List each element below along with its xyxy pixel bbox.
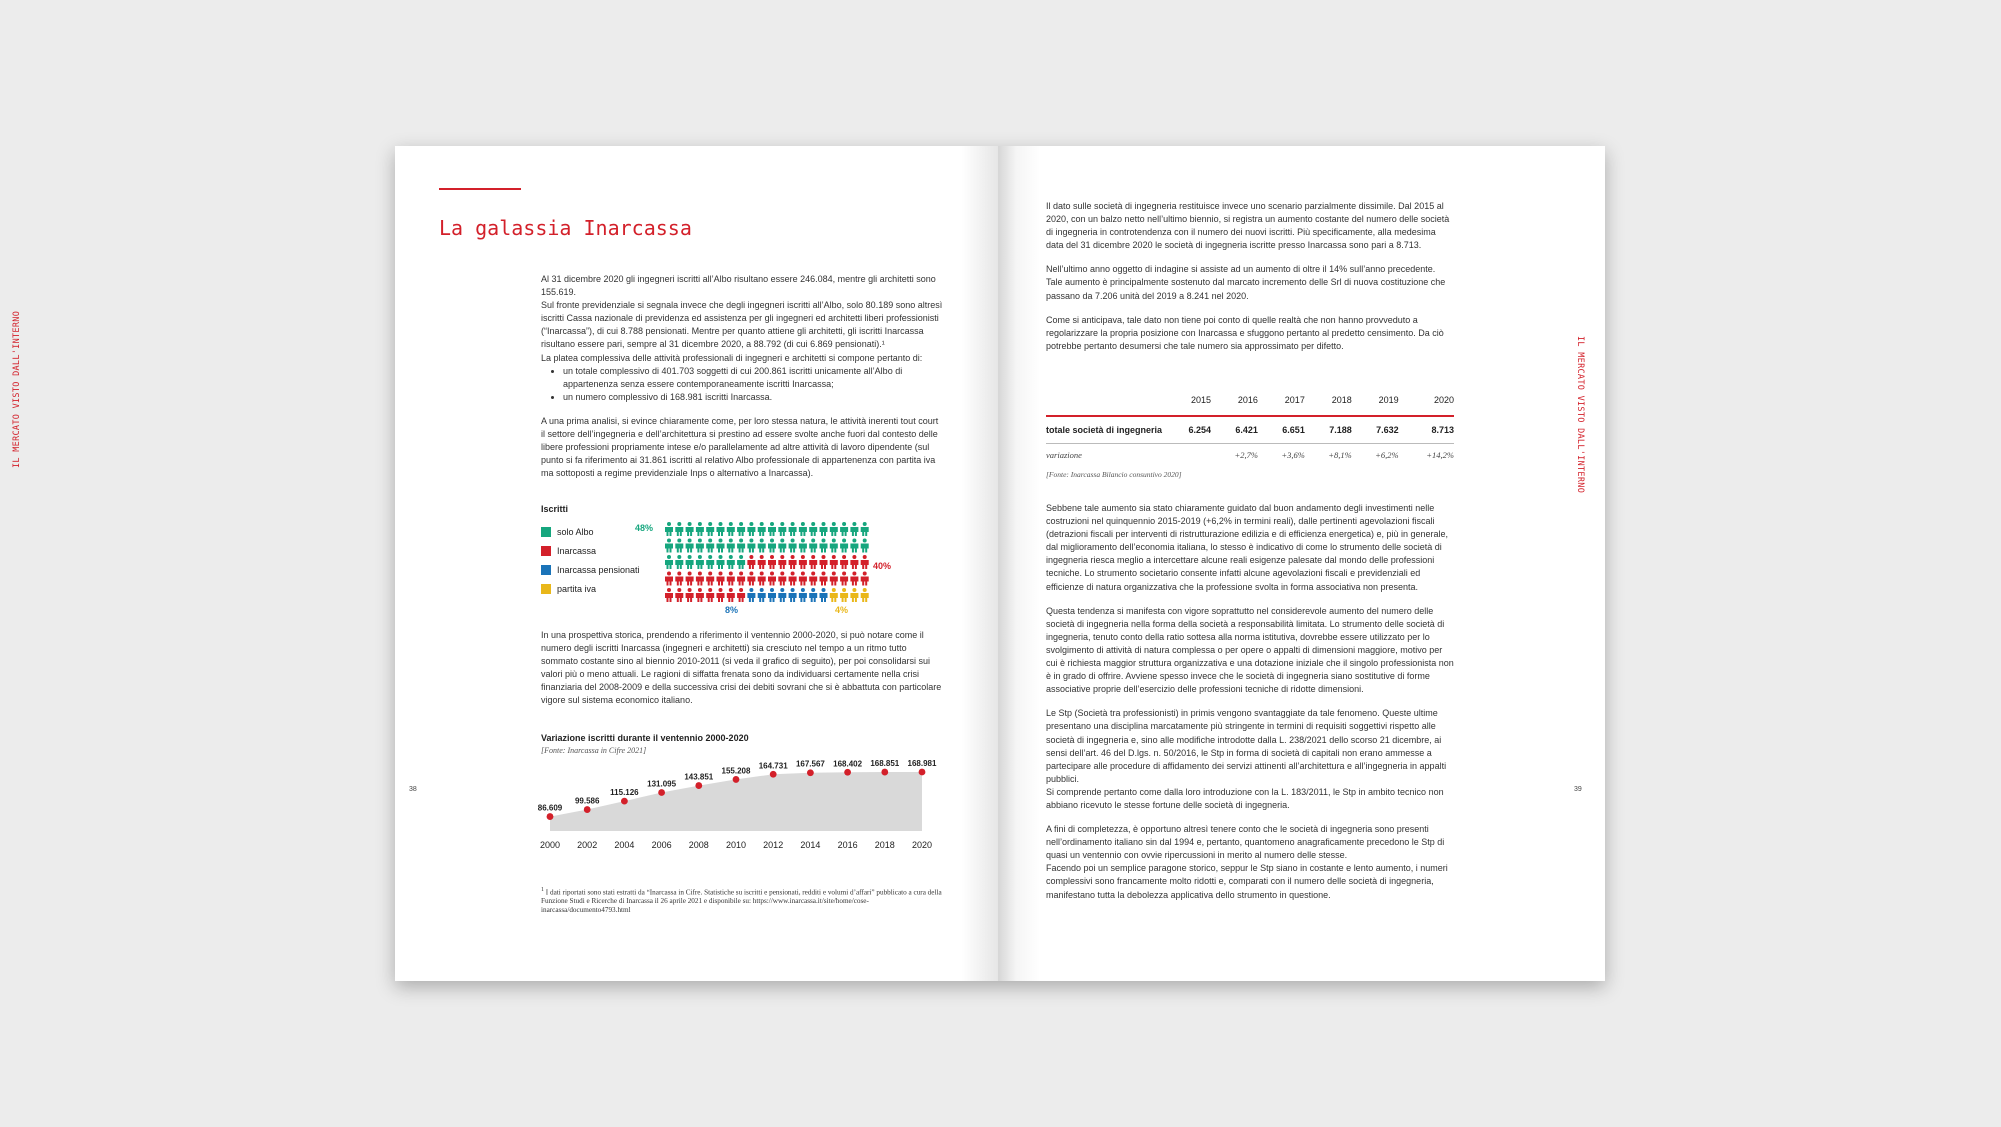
person-icon xyxy=(820,572,828,586)
left-page xyxy=(395,146,998,981)
person-icon xyxy=(686,588,694,602)
person-icon xyxy=(768,555,776,569)
person-icon xyxy=(799,572,807,586)
person-icon xyxy=(840,555,848,569)
intro-paragraph-1: Al 31 dicembre 2020 gli ingegneri iscritti all’Albo risultano essere 246.084, mentre gli architetti sono 155.619. xyxy=(541,274,936,298)
legend-label: Inarcassa pensionati xyxy=(557,564,640,575)
person-icon xyxy=(799,539,807,553)
person-icon xyxy=(706,555,714,569)
person-icon xyxy=(758,522,766,536)
footnote xyxy=(541,886,943,915)
person-icon xyxy=(799,555,807,569)
societa-table xyxy=(1046,393,1454,466)
person-icon xyxy=(778,588,786,602)
person-icon xyxy=(830,522,838,536)
intro-bullets xyxy=(541,365,943,404)
person-icon xyxy=(737,555,745,569)
person-icon xyxy=(778,572,786,586)
x-tick-label: 2012 xyxy=(763,840,784,850)
person-icon xyxy=(809,539,817,553)
person-icon xyxy=(758,539,766,553)
x-tick-label: 2016 xyxy=(837,840,858,850)
right-text-top xyxy=(1046,200,1454,364)
table-cell: 8.713 xyxy=(1399,416,1454,444)
person-icon xyxy=(820,588,828,602)
paragraph-analysis: A una prima analisi, si evince chiaramente come, per loro stessa natura, le attività inerenti tout court il settore dell’ingegneria e dell’architettura si prestino ad essere svolte anche fuori dal contesto delle libere professioni propriamente intese e/o parallelamente ad altre attività di lavoro dipendente (sul punto si fa riferimento ai 31.861 iscritti al relativo Albo professionale di appartenenza con partita iva ma sottoposti a regime previdenziale Inps o alternativo a Inarcassa). xyxy=(541,415,939,479)
paragraph-aumento: Nell’ultimo anno oggetto di indagine si assiste ad un aumento di oltre il 14% sull’anno precedente. Tale aumento è principalmente sostenuto dal marcato incremento delle Srl di nuova costituzione che passano da 7.206 unità del 2019 a 8.241 nel 2020. xyxy=(1046,264,1446,301)
person-icon xyxy=(747,522,755,536)
table-cell: 7.632 xyxy=(1352,416,1399,444)
footnote-text: I dati riportati sono stati estratti da “Inarcassa in Cifre. Statistiche su iscritti e pensionati, redditi e volumi d’affari” pubblicato a cura della Funzione Studi e Ricerche di Inarcassa il 26 aprile 2021 e disponibile su: https://www.inarcassa.it/site/home/cose-inarcassa/documento4793.html xyxy=(541,888,942,915)
chart-source: [Fonte: Inarcassa in Cifre 2021] xyxy=(541,746,647,755)
person-icon xyxy=(830,555,838,569)
person-icon xyxy=(840,588,848,602)
table-cell: +3,6% xyxy=(1281,450,1305,460)
history-text xyxy=(541,629,943,719)
person-icon xyxy=(850,522,858,536)
person-icon xyxy=(686,555,694,569)
paragraph-anticipava: Come si anticipava, tale dato non tiene poi conto di quelle realtà che non hanno provveduto a regolarizzare la propria posizione con Inarcassa e sfuggono pertanto al predetto censimento. Da ciò potrebbe pertanto desumersi che tale numero sia approssimato per difetto. xyxy=(1046,314,1444,351)
data-point xyxy=(807,769,814,776)
data-point xyxy=(584,806,591,813)
person-icon xyxy=(789,572,797,586)
side-label-left: IL MERCATO VISTO DALL'INTERNO xyxy=(12,310,22,468)
side-label-right: IL MERCATO VISTO DALL'INTERNO xyxy=(1575,336,1585,494)
person-icon xyxy=(675,539,683,553)
data-point xyxy=(547,813,554,820)
legend-item-pensionati xyxy=(541,560,640,579)
person-icon xyxy=(696,522,704,536)
person-icon xyxy=(758,555,766,569)
person-icon xyxy=(789,522,797,536)
legend-label: Inarcassa xyxy=(557,545,597,556)
person-icon xyxy=(675,572,683,586)
data-label: 143.851 xyxy=(684,772,714,782)
person-icon xyxy=(665,555,673,569)
chapter-title: La galassia Inarcassa xyxy=(439,216,692,240)
person-icon xyxy=(706,522,714,536)
year-header: 2017 xyxy=(1258,393,1305,416)
person-icon xyxy=(717,555,725,569)
data-point xyxy=(881,769,888,776)
legend-label: partita iva xyxy=(557,583,597,594)
data-point xyxy=(733,776,740,783)
person-icon xyxy=(789,588,797,602)
table-header-empty xyxy=(1046,393,1166,416)
iscritti-title: Iscritti xyxy=(541,504,569,514)
person-icon xyxy=(809,555,817,569)
pct-label-solo-albo: 48% xyxy=(635,523,654,533)
person-icon xyxy=(675,588,683,602)
person-icon xyxy=(799,588,807,602)
x-tick-label: 2002 xyxy=(577,840,598,850)
pct-label-pensionati: 8% xyxy=(725,605,739,615)
legend-swatch xyxy=(541,527,551,537)
footnote-mark: 1 xyxy=(541,887,544,893)
person-icon xyxy=(717,588,725,602)
person-icon xyxy=(696,588,704,602)
data-point xyxy=(770,771,777,778)
intro-paragraph-2: Sul fronte previdenziale si segnala invece che degli ingegneri iscritti all’Albo, solo 80.189 sono altresì iscritti Cassa nazionale di previdenza ed assistenza per gli ingegneri ed architetti liberi professionisti (“Inarcassa”), di cui 8.788 pensionati. Mentre per quanto attiene gli architetti, gli iscritti Inarcassa risultano essere pari, sempre al 31 dicembre 2020, a 88.792 (di cui 6.869 pensionati).¹ xyxy=(541,300,943,350)
book-spread xyxy=(395,146,1605,981)
person-icon xyxy=(778,522,786,536)
person-icon xyxy=(830,588,838,602)
person-icon xyxy=(778,539,786,553)
data-label: 155.208 xyxy=(721,766,751,776)
person-icon xyxy=(850,555,858,569)
table-cell: +2,7% xyxy=(1234,450,1258,460)
person-icon xyxy=(758,588,766,602)
table-cell xyxy=(1166,444,1211,467)
person-icon xyxy=(861,555,869,569)
person-icon xyxy=(727,555,735,569)
year-header: 2019 xyxy=(1352,393,1399,416)
person-icon xyxy=(706,588,714,602)
x-tick-label: 2000 xyxy=(539,840,561,850)
x-tick-label: 2010 xyxy=(725,840,747,850)
table-cell: +14,2% xyxy=(1426,450,1454,460)
iscritti-area-chart xyxy=(535,756,935,856)
person-icon xyxy=(850,539,858,553)
row-label: totale società di ingegneria xyxy=(1046,416,1166,444)
table-source: [Fonte: Inarcassa Bilancio consuntivo 2020] xyxy=(1046,470,1182,479)
person-icon xyxy=(727,572,735,586)
page-number-left: 38 xyxy=(409,786,417,793)
paragraph-societa: Il dato sulle società di ingegneria restituisce invece uno scenario parzialmente dissimile. Dal 2015 al 2020, con un balzo netto nell’ultimo biennio, si registra un aumento costante del numero delle società di ingegneria in controtendenza con il numero dei nuovi iscritti. Più specificamente, alla medesima data del 31 dicembre 2020 le società di ingegneria iscritte presso Inarcassa sono pari a 8.713. xyxy=(1046,201,1450,251)
person-icon xyxy=(850,572,858,586)
paragraph-completezza: A fini di completezza, è opportuno altresì tenere conto che le società di ingegneria sono presenti nell’ordinamento italiano sin dal 1994 e, pertanto, quantomeno anagraficamente precedono le Stp di quasi un ventennio con ovvie ripercussioni in merito al numero delle stesse. xyxy=(1046,824,1445,861)
data-label: 86.609 xyxy=(537,803,563,813)
person-icon xyxy=(778,555,786,569)
data-point xyxy=(695,782,702,789)
person-icon xyxy=(820,522,828,536)
paragraph-investimenti: Sebbene tale aumento sia stato chiaramente guidato dal buon andamento degli investimenti nelle costruzioni nel quinquennio 2015-2019 (+6,2% in termini reali), dalle pertinenti agevolazioni fiscali (detrazioni fiscali per interventi di ristrutturazione edilizia e di efficienza energetica) e, più in generale, dal miglioramento dell’economia italiana, lo stesso è indicativo di come lo strumento delle società di ingegneria riesca meglio a intercettare alcune reali esigenze palesate dal mondo delle professioni tecniche. Lo strumento societario consente infatti alcune agevolazioni fiscali e previdenziali ed efficienze di natura organizzativa che la professione svolta in forma associativa non presenta. xyxy=(1046,503,1449,592)
year-header: 2015 xyxy=(1166,393,1211,416)
data-label: 164.731 xyxy=(758,761,788,771)
person-icon xyxy=(665,572,673,586)
pct-label-partita-iva: 4% xyxy=(835,605,849,615)
person-icon xyxy=(768,572,776,586)
x-tick-label: 2004 xyxy=(614,840,635,850)
chart-title: Variazione iscritti durante il ventennio 2000-2020 xyxy=(541,733,749,743)
paragraph-paragone: Facendo poi un semplice paragone storico, seppur le Stp siano in costante e lento aumento, i numeri complessivi sono francamente molto ridotti e, comparati con il numero delle società di ingegneria, manifestano tutta la debolezza applicativa dello strumento in questione. xyxy=(1046,863,1448,900)
table-row xyxy=(1046,416,1454,444)
person-icon xyxy=(809,588,817,602)
person-icon xyxy=(830,539,838,553)
legend-swatch xyxy=(541,546,551,556)
right-text-bottom xyxy=(1046,502,1454,913)
person-icon xyxy=(737,522,745,536)
legend-item-partita-iva xyxy=(541,579,640,598)
person-icon xyxy=(830,572,838,586)
person-icon xyxy=(861,572,869,586)
paragraph-tendenza: Questa tendenza si manifesta con vigore soprattutto nel considerevole aumento del numero delle società di ingegneria nella forma della società a responsabilità limitata. Lo strumento delle società di ingegneria, tenuto conto della ratio sottesa alla norma istitutiva, dovrebbe essere utilizzato per lo svolgimento di attività di natura complessa o per opere o appalti di dimensioni maggiore, motivo per cui è richiesta maggior struttura organizzativa e una dotazione iniziale che il singolo professionista non è in grado di offrire. Avviene spesso invece che le società di ingegneria siano sostitutive di forme associative proprie dell’esercizio delle professioni tecniche di ridotte dimensioni. xyxy=(1046,605,1454,695)
data-point xyxy=(658,789,665,796)
person-icon xyxy=(758,572,766,586)
year-header: 2018 xyxy=(1305,393,1352,416)
person-icon xyxy=(696,572,704,586)
legend-label: solo Albo xyxy=(557,526,594,537)
person-icon xyxy=(665,522,673,536)
legend-swatch xyxy=(541,584,551,594)
person-icon xyxy=(675,555,683,569)
iscritti-legend xyxy=(541,504,640,598)
data-label: 168.851 xyxy=(870,759,900,769)
person-icon xyxy=(861,539,869,553)
person-icon xyxy=(727,588,735,602)
data-label: 131.095 xyxy=(647,779,677,789)
table-row xyxy=(1046,444,1454,467)
person-icon xyxy=(840,572,848,586)
x-tick-label: 2008 xyxy=(688,840,709,850)
person-icon xyxy=(809,522,817,536)
page-number-right: 39 xyxy=(1574,786,1582,793)
table-cell: +8,1% xyxy=(1328,450,1352,460)
table-cell: +6,2% xyxy=(1375,450,1399,460)
data-point xyxy=(621,798,628,805)
person-icon xyxy=(706,572,714,586)
paragraph-stp: Le Stp (Società tra professionisti) in primis vengono svantaggiate da tale fenomeno. Queste ultime presentano una disciplina marcatamente più stringente in termini di requisiti soggettivi rispetto alle società di ingegneria e, sino alle modifiche introdotte dalla L. 238/2021 dello scorso 21 dicembre, ai sensi dell’art. 46 del D.lgs. n. 50/2016, le Stp in forma di società di capitali non erano ammesse a partecipare alle procedure di affidamento dei servizi attinenti all’architettura e all’ingegneria in appalti pubblici. xyxy=(1046,708,1447,784)
person-icon xyxy=(747,588,755,602)
person-icon xyxy=(696,555,704,569)
intro-text xyxy=(541,273,943,491)
person-icon xyxy=(768,539,776,553)
data-label: 99.586 xyxy=(574,796,600,806)
bullet-item: • un numero complessivo di 168.981 iscritti Inarcassa. xyxy=(563,391,943,404)
person-icon xyxy=(861,522,869,536)
person-icon xyxy=(809,572,817,586)
person-icon xyxy=(747,555,755,569)
person-icon xyxy=(768,588,776,602)
person-icon xyxy=(799,522,807,536)
person-icon xyxy=(768,522,776,536)
x-tick-label: 2014 xyxy=(800,840,821,850)
person-icon xyxy=(737,588,745,602)
person-icon xyxy=(717,539,725,553)
person-icon xyxy=(850,588,858,602)
person-icon xyxy=(686,522,694,536)
x-tick-label: 2006 xyxy=(651,840,672,850)
person-icon xyxy=(737,572,745,586)
pct-label-inarcassa: 40% xyxy=(873,561,892,571)
person-icon xyxy=(820,555,828,569)
year-header: 2020 xyxy=(1399,393,1454,416)
table-cell: 6.651 xyxy=(1258,416,1305,444)
person-icon xyxy=(840,539,848,553)
person-icon xyxy=(840,522,848,536)
data-point xyxy=(919,769,926,776)
table-header-row xyxy=(1046,393,1454,416)
row-label: variazione xyxy=(1046,450,1082,460)
table-cell: 6.254 xyxy=(1166,416,1211,444)
person-icon xyxy=(717,522,725,536)
legend-item-solo-albo xyxy=(541,522,640,541)
table-cell: 7.188 xyxy=(1305,416,1352,444)
year-header: 2016 xyxy=(1211,393,1258,416)
person-icon xyxy=(737,539,745,553)
x-tick-label: 2018 xyxy=(874,840,895,850)
data-label: 115.126 xyxy=(610,788,639,798)
paragraph-stp-2: Si comprende pertanto come dalla loro introduzione con la L. 183/2011, le Stp in ambito tecnico non abbiano ricevuto le stesse fortune delle società di ingegneria. xyxy=(1046,786,1444,810)
intro-paragraph-3: La platea complessiva delle attività professionali di ingegneri e architetti si compone pertanto di: xyxy=(541,352,923,363)
person-icon xyxy=(727,539,735,553)
title-rule xyxy=(439,188,521,190)
person-icon xyxy=(789,539,797,553)
person-icon xyxy=(696,539,704,553)
person-icon xyxy=(675,522,683,536)
data-label: 168.981 xyxy=(907,758,937,768)
person-icon xyxy=(820,539,828,553)
person-icon xyxy=(686,539,694,553)
legend-swatch xyxy=(541,565,551,575)
data-point xyxy=(844,769,851,776)
person-icon xyxy=(706,539,714,553)
table-cell: 6.421 xyxy=(1211,416,1258,444)
paragraph-history: In una prospettiva storica, prendendo a riferimento il ventennio 2000-2020, si può notare come il numero degli iscritti Inarcassa (ingegneri e architetti) sia cresciuto nel tempo a un ritmo tutto sommato costante sino al biennio 2010-2011 (si veda il grafico di seguito), per poi consolidarsi sui valori più o meno attuali. Le ragioni di siffatta frenata sono da individuarsi certamente nella crisi finanziaria del 2008-2009 e della successiva crisi dei debiti sovrani che si è abbattuta con particolare vigore sul sistema economico italiano. xyxy=(541,630,942,706)
data-label: 167.567 xyxy=(795,759,825,769)
x-tick-label: 2020 xyxy=(911,840,933,850)
person-icon xyxy=(789,555,797,569)
person-icon xyxy=(747,572,755,586)
right-page xyxy=(998,146,1605,981)
person-icon xyxy=(747,539,755,553)
iscritti-pictogram xyxy=(635,520,892,620)
person-icon xyxy=(665,539,673,553)
person-icon xyxy=(727,522,735,536)
person-icon xyxy=(717,572,725,586)
person-icon xyxy=(665,588,673,602)
person-icon xyxy=(861,588,869,602)
data-label: 168.402 xyxy=(833,759,863,769)
person-icon xyxy=(686,572,694,586)
bullet-item: • un totale complessivo di 401.703 soggetti di cui 200.861 iscritti unicamente all’Albo di appartenenza senza essere contemporaneamente iscritti Inarcassa; xyxy=(563,365,943,391)
legend-item-inarcassa xyxy=(541,541,640,560)
